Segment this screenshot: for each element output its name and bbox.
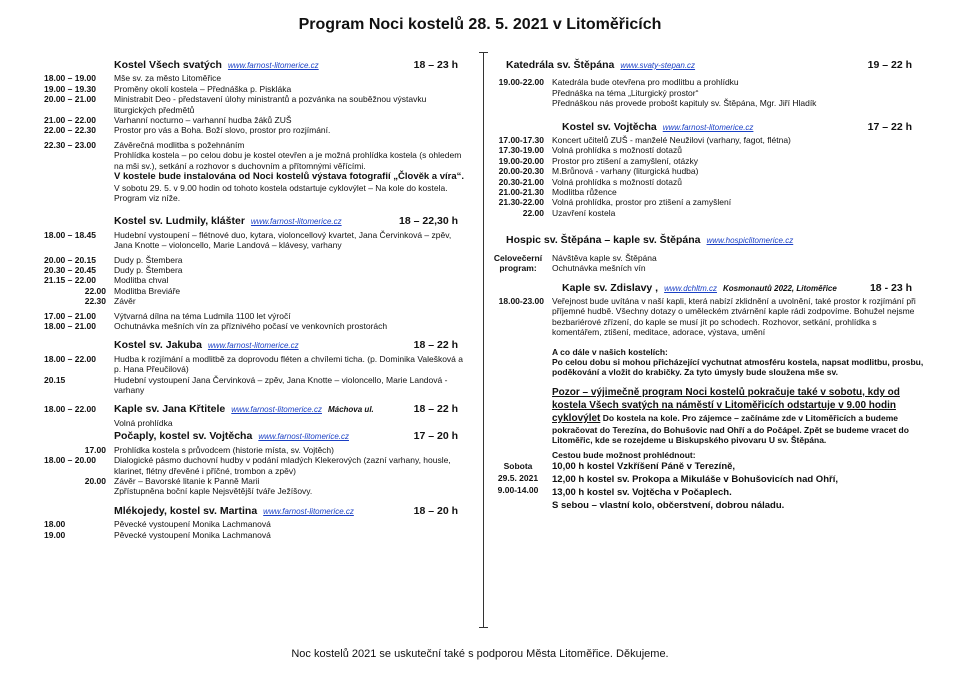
also-text: Po celou dobu si mohou přicházející vychutnat atmosféru kostela, napsat modlitbu, prosbu, poděkování a vložit do krabičky. Za tyto úmysly bude sloužena mše sv. (552, 356, 924, 378)
program-row (492, 197, 924, 207)
pozor-heading: Pozor – výjimečně program Noci kostelů pokračuje také v sobotu, kdy od kostela Všech svatých na náměstí v Litoměřicích odstartuje v 9.00 hodin cyklovýlet (552, 386, 900, 424)
column-divider (483, 52, 484, 628)
row-time: 19.00-20.00 (498, 155, 544, 166)
route-bring: S sebou – vlastní kolo, občerstvení, dobrou náladu. (552, 499, 785, 511)
row-text: Volná prohlídka s možností dotazů (552, 176, 682, 187)
divider-tick-top (479, 52, 488, 53)
row-time: 21.00-21.30 (498, 187, 544, 198)
exhibition-note (44, 171, 470, 183)
section-time: 18 – 22 h (413, 339, 458, 352)
divider-tick-bottom (479, 627, 488, 628)
row-time: 20.15 (44, 374, 66, 385)
row-time: 20.00 – 20.15 (44, 254, 96, 265)
section-time: 18 – 20 h (413, 504, 458, 517)
section-link[interactable]: www.hospiclitomerice.cz (706, 236, 794, 246)
section-link[interactable]: www.farnost-litomerice.cz (263, 506, 354, 516)
row-time: 21.00 – 22.00 (44, 115, 96, 126)
row-text: Proměny okolí kostela – Přednáška p. Piskláka (114, 83, 292, 94)
program-row (492, 88, 924, 98)
section-location: Máchova ul. (327, 405, 374, 415)
program-row (492, 98, 924, 108)
section-title: Kostel Všech svatých (114, 59, 222, 71)
route-time: 9.00-14.00 (497, 484, 539, 495)
row-text: Volná prohlídka (114, 417, 173, 428)
row-text: Modlitba chval (114, 275, 169, 286)
program-row (44, 354, 470, 375)
route-list (492, 460, 924, 512)
section-time: 19 – 22 h (867, 59, 912, 71)
program-row (44, 94, 470, 115)
section-link[interactable]: www.farnost-litomerice.cz (258, 432, 349, 442)
row-text: Modlitba Breviáře (114, 285, 181, 296)
program-row (44, 519, 470, 529)
section-time: 18 - 23 h (869, 281, 912, 294)
row-time: 21.30-22.00 (498, 197, 544, 208)
row-text: Pěvecké vystoupení Monika Lachmanová (114, 519, 271, 530)
row-time: 18.00 – 19.00 (44, 73, 96, 84)
section-link[interactable]: www.farnost-litomerice.cz (250, 217, 342, 227)
row-time: 22.00 – 22.30 (44, 125, 96, 136)
right-column (492, 60, 924, 512)
row-time: 20.30 – 20.45 (44, 265, 96, 275)
row-text: Návštěva kaple sv. Štěpána (552, 252, 657, 263)
program-row (492, 253, 924, 274)
program-row (44, 265, 470, 275)
section-time: 17 – 22 h (867, 120, 912, 133)
page-title: Program Noci kostelů 28. 5. 2021 v Litoměřicích (298, 16, 662, 33)
section-time: 18 – 23 h (413, 59, 458, 71)
program-row (492, 145, 924, 155)
section-link[interactable]: www.farnost-litomerice.cz (662, 122, 754, 132)
cycling-text: V sobotu 29. 5. v 9.00 hodin od tohoto kostela odstartuje cyklovýlet – Na kole do kostela. Program viz níže. (114, 182, 448, 203)
row-time: 21.15 – 22.00 (44, 275, 96, 286)
program-row (44, 230, 470, 251)
section-time: 17 – 20 h (413, 430, 458, 443)
program-row (44, 275, 470, 285)
section-title: Kaple sv. Zdislavy , (562, 281, 659, 294)
row-text: Volná prohlídka, prostor pro ztišení a zamyšlení (552, 197, 732, 208)
row-text: Ochutnávka mešních vín za příznivého počasí ve venkovních prostorách (114, 321, 388, 332)
section-title: Kostel sv. Vojtěcha (562, 120, 657, 133)
row-text: Dudy p. Štembera (114, 265, 183, 275)
section-jan-krtitel (44, 404, 470, 428)
route-heading: Cestou bude možnost prohlédnout: (552, 449, 696, 460)
program-row (492, 166, 924, 176)
program-row (44, 140, 470, 150)
row-time: 18.00 – 22.00 (44, 404, 96, 415)
row-text: Ministrabit Deo - představení úlohy ministrantů a pozvánka na souběžnou výstavku liturgických předmětů (114, 94, 427, 115)
row-text: Hudba k rozjímání a modlitbě za doprovodu fléten a chvílemi ticha. (p. Dominika Valešková a p. Hana Přeučilová) (114, 353, 463, 375)
exhibition-text: V kostele bude instalována od Noci kostelů výstava fotografií „Člověk a víra“. (114, 171, 465, 183)
row-text: Prostor pro vás a Boha. Boží slovo, prostor pro rozjímání. (114, 125, 331, 136)
section-time: 18 – 22,30 h (399, 215, 458, 228)
program-row (44, 125, 470, 135)
row-time: 17.00 – 21.00 (44, 310, 96, 321)
route-date: 29.5. 2021 (497, 472, 539, 483)
row-text: Prohlídka kostela – po celou dobu je kostel otevřen a je možná prohlídka kostela (s ohledem na mši sv.), setkání a rozhovor s duchovním a přítomnými věřícími. (114, 150, 462, 171)
row-time: Celovečerní program: (493, 252, 543, 274)
section-title: Katedrála sv. Štěpána (506, 59, 615, 71)
program-row (44, 530, 470, 540)
row-time: 20.00 – 21.00 (44, 94, 96, 105)
section-title: Kostel sv. Ludmily, klášter (114, 215, 245, 228)
row-text: Mše sv. za město Litoměřice (114, 73, 222, 84)
route-stop: 10,00 h kostel Vzkříšení Páně v Terezíně, (552, 460, 736, 472)
section-mlekojedy (44, 506, 470, 540)
also-heading: A co dále v našich kostelích: (552, 346, 668, 357)
row-text: Dialogické pásmo duchovní hudby v podání mladých Klekerových (zazní varhany, housle, klarinet, flétny dřevěné i příčné, trombon a zpěv) (114, 455, 451, 476)
program-row (44, 476, 470, 486)
row-time: 20.00 (84, 475, 106, 486)
row-text: Přednáškou nás provede probošt kapituly sv. Štěpána, Mgr. Jiří Hladík (552, 98, 817, 109)
cycling-note (44, 183, 470, 204)
program-row (492, 296, 924, 338)
section-time: 18 – 22 h (413, 403, 458, 416)
section-vsech-svatych (44, 60, 470, 203)
row-text: Prostor pro ztišení a zamyšlení, otázky (552, 155, 698, 166)
left-column (44, 60, 470, 549)
row-time: 20.00-20.30 (498, 166, 544, 177)
row-text: Pěvecké vystoupení Monika Lachmanová (114, 529, 271, 540)
row-text: Koncert učitelů ZUŠ - manželé Neužilovi (varhany, fagot, flétna) (552, 135, 791, 146)
program-row (44, 455, 470, 476)
row-text: Prohlídka kostela s průvodcem (historie místa, sv. Vojtěch) (114, 444, 334, 455)
row-text: Dudy p. Štembera (114, 254, 183, 265)
also-block (492, 347, 924, 378)
row-text: Modlitba růžence (552, 187, 617, 198)
row-time: 22.30 (84, 296, 106, 307)
row-time: 17.30-19.00 (498, 145, 544, 156)
footer-note: Noc kostelů 2021 se uskuteční také s podporou Města Litoměřice. Děkujeme. (291, 648, 669, 660)
row-time: 17.00-17.30 (498, 135, 544, 146)
row-time: 18.00 – 22.00 (44, 353, 96, 364)
route-block (492, 450, 924, 460)
section-title: Kostel sv. Jakuba (114, 339, 202, 352)
row-text: Závěrečná modlitba s požehnáním (114, 139, 245, 150)
pozor-text: Do kostela na kole. Pro zájemce – začínáme zde v Litoměřicích a budeme pokračovat do Terezína, do Bohušovic nad Ohří a do Počápel. Zpět se budeme vracet do Litoměřic, kde se rozejdeme u Biskupského pivovaru U sv. Štěpána. (552, 412, 909, 446)
row-time: 18.00 – 18.45 (44, 229, 96, 240)
section-link[interactable]: www.svaty-stepan.cz (620, 61, 696, 70)
row-time: 22.00 (84, 285, 106, 296)
row-text: Závěr (114, 296, 136, 307)
program-row (492, 135, 924, 145)
program-row (492, 187, 924, 197)
row-text: Hudební vystoupení Jana Červinková – zpěv, Jana Knotte – violoncello, Marie Landová - varhany (114, 374, 448, 396)
program-row (44, 321, 470, 331)
section-link[interactable]: www.dchltm.cz (664, 283, 718, 293)
route-day: Sobota (503, 460, 533, 471)
row-text: Katedrála bude otevřena pro modlitbu a prohlídku (552, 77, 739, 88)
row-text: Ochutnávka mešních vín (552, 263, 646, 274)
row-text: Zpřístupněna boční kaple Nejsvětější tváře Ježíšovy. (114, 486, 313, 497)
row-time (44, 150, 114, 171)
section-hospic (492, 235, 924, 273)
row-text: M.Brůnová - varhany (liturgická hudba) (552, 166, 699, 177)
pozor-block (492, 386, 924, 446)
row-text: Výtvarná dílna na téma Ludmila 1100 let výročí (114, 310, 291, 321)
row-text: Přednáška na téma „Liturgický prostor“ (552, 87, 699, 98)
section-ludmila (44, 216, 470, 331)
program-row (492, 156, 924, 166)
row-text: Varhanní nocturno – varhanní hudba žáků ZUŠ (114, 115, 292, 126)
row-time: 18.00 – 21.00 (44, 321, 96, 332)
row-text: Hudební vystoupení – flétnové duo, kytara, violoncellový kvartet, Jana Červinková – zpěv, Jana Knotte – violoncello, Marie Landová – klávesy, varhany (114, 229, 452, 251)
program-row (44, 150, 470, 171)
section-link[interactable]: www.farnost-litomerice.cz (207, 341, 299, 351)
row-time: 17.00 (84, 444, 106, 455)
row-time: 18.00 (44, 519, 66, 530)
section-title: Počaply, kostel sv. Vojtěcha (114, 430, 253, 443)
route-stop: 13,00 h kostel sv. Vojtěcha v Počaplech. (552, 486, 732, 498)
program-row (492, 77, 924, 87)
section-title: Kaple sv. Jana Křtitele (114, 403, 226, 416)
row-time: 18.00 – 20.00 (44, 455, 96, 466)
program-row (44, 375, 470, 396)
section-title: Mlékojedy, kostel sv. Martina (114, 504, 258, 517)
program-row (44, 311, 470, 321)
row-time: 19.00-22.00 (498, 77, 544, 88)
section-link[interactable]: www.farnost-litomerice.cz (231, 405, 322, 415)
program-row (44, 115, 470, 125)
program-row (44, 445, 470, 455)
section-location: Kosmonautů 2022, Litoměřice (723, 283, 837, 293)
section-pocaply (44, 431, 470, 496)
row-time: 19.00 – 19.30 (44, 83, 96, 94)
program-row (44, 73, 470, 83)
program-row (44, 286, 470, 296)
row-time: 18.00-23.00 (498, 295, 544, 306)
row-text: Volná prohlídka s možností dotazů (552, 145, 682, 156)
program-row (44, 486, 470, 496)
section-link[interactable]: www.farnost-litomerice.cz (227, 61, 319, 70)
section-jakub (44, 340, 470, 395)
row-time: 22.00 (522, 207, 544, 218)
row-time: 19.00 (44, 529, 66, 540)
section-title: Hospic sv. Štěpána – kaple sv. Štěpána (506, 234, 701, 247)
row-time: 22.30 – 23.00 (44, 139, 96, 150)
program-row (44, 84, 470, 94)
section-zdislava (492, 283, 924, 338)
route-stop: 12,00 h kostel sv. Prokopa a Mikuláše v Bohušovicích nad Ohří, (552, 473, 838, 485)
program-row (492, 208, 924, 218)
program-row (44, 296, 470, 306)
section-vojtech (492, 122, 924, 219)
program-row (492, 177, 924, 187)
program-row (44, 418, 470, 428)
program-row (44, 255, 470, 265)
row-text: Závěr – Bavorské litanie k Panně Marii (114, 475, 260, 486)
row-text: Veřejnost bude uvítána v naší kapli, která nabízí zklidnění a uvolnění, také prostor k rozjímání při příjemné hudbě. Všechny dotazy o uměleckém ztvárnění kaple rádi zodpovíme. Bohužel nejsme bezbariérové zřízení, do kaple se musí jít po schodech. Rozhovor, setkání, prohlídka s komentářem, ztišení, meditace, adorace, výstava, umění (552, 295, 916, 338)
section-katedrala (492, 60, 924, 109)
row-text: Uzavření kostela (552, 207, 616, 218)
row-time: 20.30-21.00 (498, 176, 544, 187)
